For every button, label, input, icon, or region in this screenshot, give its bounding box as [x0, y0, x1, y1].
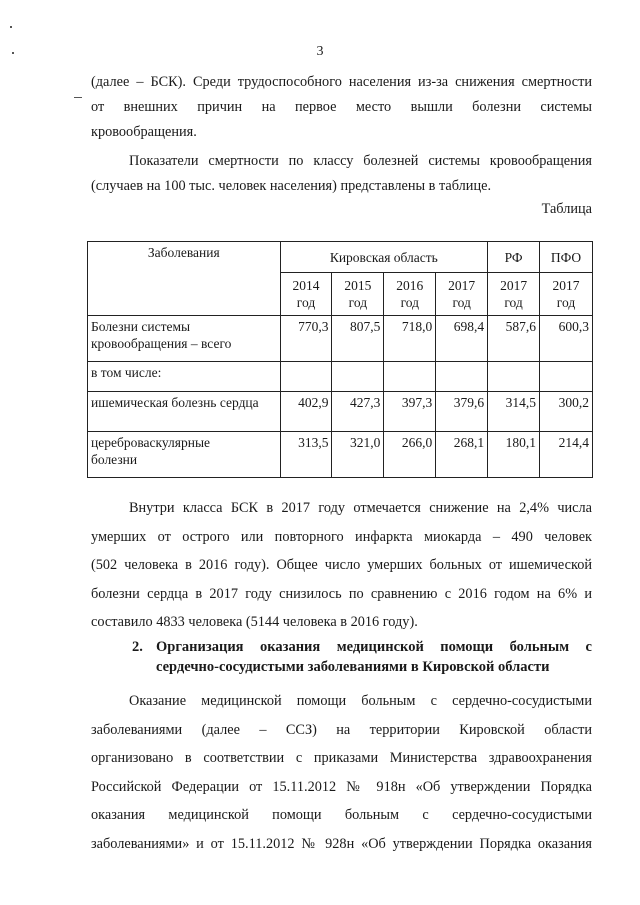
bsk-line-4: болезни сердца в 2017 году снизилось по сравнению с 2016 годом на 6% и	[91, 585, 592, 602]
region-column-header: Кировская область	[280, 242, 488, 273]
care-line-2: заболеваниями (далее – ССЗ) на территории Кировской области	[91, 721, 592, 738]
table-row	[88, 392, 593, 432]
row-label: Болезни системы кровообращения – всего	[88, 316, 281, 362]
row-label: в том числе:	[88, 362, 281, 392]
care-line-5: оказания медицинской помощи больным с сердечно-сосудистыми	[91, 807, 592, 823]
care-line-1: Оказание медицинской помощи больным с сердечно-сосудистыми	[129, 693, 592, 709]
table-cell	[280, 362, 332, 392]
table-intro-paragraph	[91, 149, 592, 199]
bsk-paragraph	[91, 494, 592, 637]
care-paragraph	[91, 687, 592, 858]
row-label: цереброваскулярные болезни	[88, 432, 281, 478]
section-title-line-1: Организация оказания медицинской помощи больным с	[156, 639, 592, 655]
table-cell: 770,3	[280, 316, 332, 362]
mortality-table	[87, 241, 593, 478]
intro-paragraph	[91, 70, 592, 145]
table-cell: 180,1	[488, 432, 540, 478]
section-title-line-2: сердечно-сосудистыми заболеваниями в Кировской области	[156, 659, 550, 675]
table-cell	[332, 362, 384, 392]
bsk-line-3: (502 человека в 2016 году). Общее число умерших больных от ишемической	[91, 557, 592, 573]
table-cell: 698,4	[436, 316, 488, 362]
bsk-line-5: составило 4833 человека (5144 человека в 2016 году).	[91, 614, 418, 630]
bsk-line-2: умерших от острого или повторного инфаркта миокарда – 490 человек	[91, 528, 592, 545]
scan-mark	[74, 97, 82, 98]
table-cell: 379,6	[436, 392, 488, 432]
pfo-column-header: ПФО	[540, 242, 593, 273]
table-cell: 718,0	[384, 316, 436, 362]
care-line-4: Российской Федерации от 15.11.2012 № 918н «Об утверждении Порядка	[91, 778, 592, 795]
year-header: 2017 год	[488, 273, 540, 316]
bsk-line-1: Внутри класса БСК в 2017 году отмечается снижение на 2,4% числа	[129, 500, 592, 516]
section-number: 2.	[132, 639, 143, 655]
table-row	[88, 316, 593, 362]
table-cell: 587,6	[488, 316, 540, 362]
care-line-6: заболеваниями» и от 15.11.2012 № 928н «Об утверждении Порядка оказания	[91, 835, 592, 852]
table-intro-line-2: (случаев на 100 тыс. человек населения) представлены в таблице.	[91, 178, 492, 194]
table-row	[88, 362, 593, 392]
table-cell: 427,3	[332, 392, 384, 432]
table-cell: 321,0	[332, 432, 384, 478]
year-header: 2014 год	[280, 273, 332, 316]
year-header: 2016 год	[384, 273, 436, 316]
table-cell	[488, 362, 540, 392]
care-line-3: организовано в соответствии с приказами Министерства здравоохранения	[91, 750, 592, 766]
intro-line-1: (далее – БСК). Среди трудоспособного населения из-за снижения смертности	[91, 74, 592, 90]
table-cell: 214,4	[540, 432, 593, 478]
scan-dot	[10, 26, 12, 28]
table-cell	[540, 362, 593, 392]
table-cell: 600,3	[540, 316, 593, 362]
year-header: 2017 год	[540, 273, 593, 316]
table-cell: 266,0	[384, 432, 436, 478]
table-cell: 268,1	[436, 432, 488, 478]
row-label: ишемическая болезнь сердца	[88, 392, 281, 432]
table-cell: 314,5	[488, 392, 540, 432]
disease-column-header: Заболевания	[88, 242, 281, 316]
section-heading	[132, 637, 592, 677]
table-cell: 807,5	[332, 316, 384, 362]
intro-line-2: от внешних причин на первое место вышли болезни системы	[91, 99, 592, 115]
year-header: 2015 год	[332, 273, 384, 316]
table-cell: 300,2	[540, 392, 593, 432]
table-cell: 313,5	[280, 432, 332, 478]
page-number: 3	[316, 44, 324, 59]
russia-column-header: РФ	[488, 242, 540, 273]
year-header: 2017 год	[436, 273, 488, 316]
table-cell	[436, 362, 488, 392]
table-cell: 402,9	[280, 392, 332, 432]
table-caption: Таблица	[541, 201, 592, 217]
table-cell: 397,3	[384, 392, 436, 432]
table-intro-line-1: Показатели смертности по классу болезней системы кровообращения	[129, 153, 592, 169]
intro-line-3: кровообращения.	[91, 124, 197, 140]
table-cell	[384, 362, 436, 392]
table-row	[88, 432, 593, 478]
table-header-row	[88, 242, 593, 273]
